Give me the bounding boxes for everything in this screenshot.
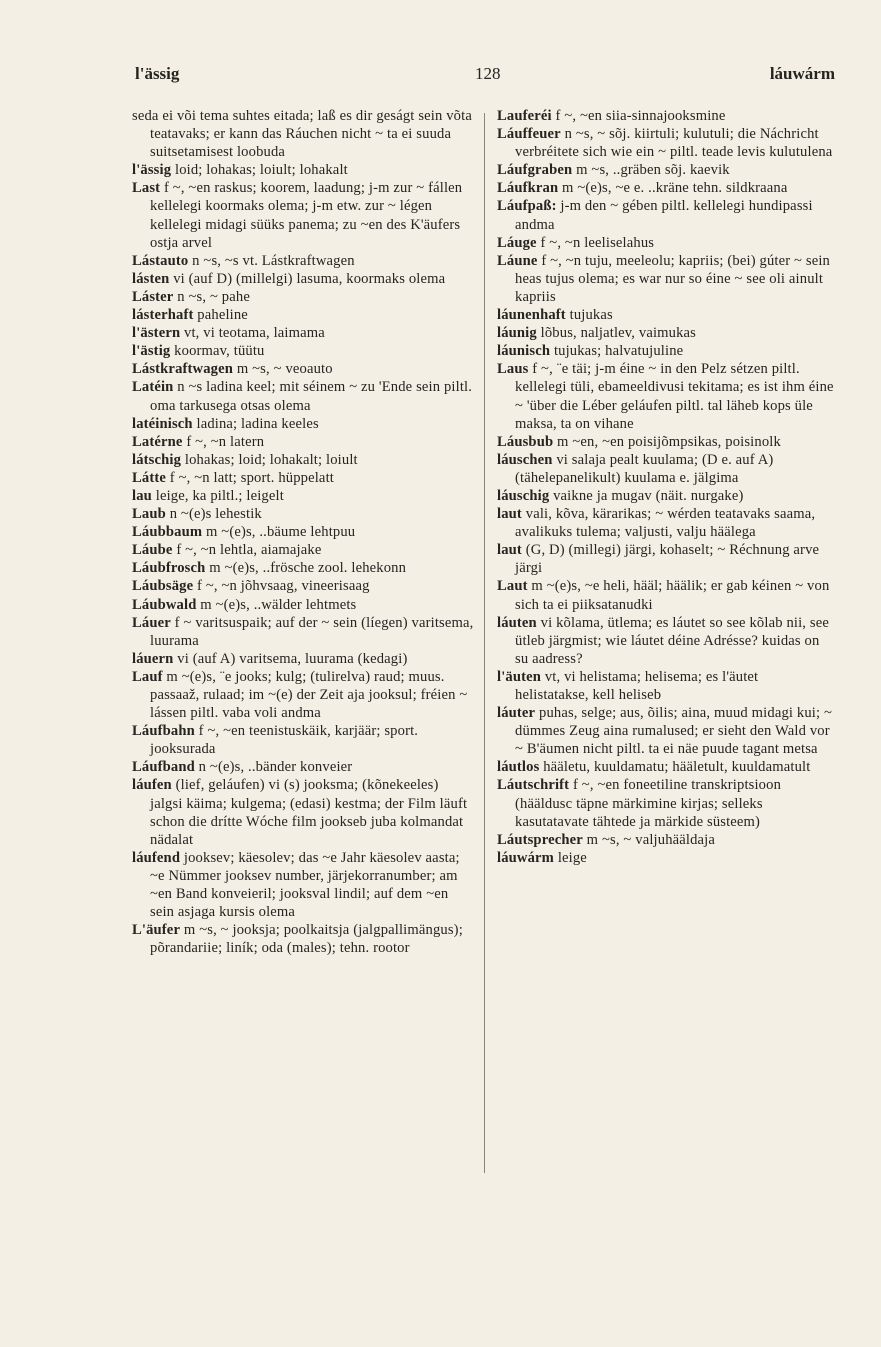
entry-definition: m ~(e)s, ¨e jooks; kulg; (tulirelva) raud; muus. passaaž, rulaad; im ~(e) der Zeit aja jooksul; fréien ~ lássen piltl. vaba voli andma	[150, 668, 468, 722]
entry-definition: m ~s, ~ veoauto	[236, 361, 333, 378]
entry-definition: tujukas; halvatujuline	[553, 343, 684, 360]
headword: látschig	[132, 451, 182, 468]
entry-definition: ladina; ladina keeles	[196, 415, 319, 432]
dictionary-entry	[132, 252, 474, 270]
headword: latéinisch	[132, 415, 193, 432]
dictionary-entry	[132, 415, 474, 433]
entry-definition: j-m den ~ gében piltl. kellelegi hundipassi andma	[515, 198, 813, 233]
entry-definition: koormav, tüütu	[174, 343, 265, 360]
entry-definition: vt, vi helistama; helisema; es l'äutet helistatakse, kell heliseb	[515, 668, 759, 703]
headword: lásten	[132, 270, 170, 287]
headword: l'ästig	[132, 343, 171, 360]
entry-definition: n ~s, ~s vt. Lástkraftwagen	[192, 252, 355, 269]
page-header	[135, 64, 835, 90]
dictionary-entry	[132, 776, 474, 848]
entry-definition: m ~s, ~ jooksja; poolkaitsja (jalgpallimängus); põrandariie; liník; oda (males); tehn. rootor	[150, 922, 463, 957]
dictionary-entry	[132, 179, 474, 251]
entry-definition: n ~(e)s lehestik	[169, 506, 262, 523]
entry-definition: vi kõlama, ütlema; es láutet so see kõlab nii, see ütleb järgmist; wie láutet déine Adrésse? kuidas on su aadress?	[515, 614, 829, 667]
entry-definition: paheline	[197, 307, 248, 324]
dictionary-entry	[132, 288, 474, 306]
headword: Lástauto	[132, 252, 189, 269]
headword: lásterhaft	[132, 307, 194, 324]
entry-definition: f ~, ~n latern	[186, 433, 265, 450]
headword: Láufgraben	[497, 162, 573, 179]
dictionary-entry	[497, 433, 835, 451]
dictionary-entry	[132, 487, 474, 505]
dictionary-entry	[132, 306, 474, 324]
headword: láuten	[497, 614, 537, 631]
headword: Lástkraftwagen	[132, 361, 234, 378]
headword: Láufkran	[497, 180, 559, 197]
headword: láunig	[497, 325, 537, 342]
entry-definition: vi salaja pealt kuulama; (D e. auf A) (tähelepanelikult) kuulama e. jälgima	[515, 451, 774, 486]
dictionary-entry	[132, 722, 474, 758]
dictionary-entry	[497, 451, 835, 487]
headword: Látte	[132, 469, 166, 486]
entry-definition: tujukas	[569, 307, 613, 324]
left-guide-word: l'ässig	[135, 64, 180, 83]
dictionary-entry	[497, 704, 835, 758]
headword: Lauf	[132, 668, 163, 685]
dictionary-entry	[132, 523, 474, 541]
headword: laut	[497, 506, 522, 523]
headword: Laub	[132, 506, 166, 523]
headword: láuschig	[497, 487, 550, 504]
dictionary-entry	[132, 433, 474, 451]
entry-definition: m ~(e)s, ..bäume lehtpuu	[205, 524, 356, 541]
entry-definition: (G, D) (millegi) järgi, kohaselt; ~ Réchnung arve järgi	[515, 542, 820, 577]
entry-definition: m ~(e)s, ..wälder lehtmets	[200, 596, 357, 613]
dictionary-entry	[497, 306, 835, 324]
headword: Láune	[497, 252, 538, 269]
headword: Láuer	[132, 614, 171, 631]
left-column	[132, 107, 474, 957]
headword: láuter	[497, 705, 536, 722]
entry-definition: f ~ varitsuspaik; auf der ~ sein (líegen) varitsema, luurama	[150, 614, 474, 649]
dictionary-entry	[497, 324, 835, 342]
dictionary-entry	[497, 614, 835, 668]
entry-definition: jooksev; käesolev; das ~e Jahr käesolev aasta; ~e Nümmer jooksev number, järjekorranumber; am ~en Band konveieril; jooksval lindil; auf dem ~en sein asjaga kursis olema	[150, 849, 460, 921]
entry-definition: seda ei või tema suhtes eitada; laß es dir geságt sein võta teatavaks; er kann das Ráuchen nicht ~ ta ei suuda suitsetamisest loobuda	[132, 108, 472, 161]
dictionary-entry	[497, 758, 835, 776]
entry-definition: leige	[557, 849, 587, 866]
dictionary-entry	[132, 614, 474, 650]
dictionary-entry	[497, 849, 835, 867]
headword: laut	[497, 542, 522, 559]
dictionary-entry	[497, 125, 835, 161]
entry-definition: puhas, selge; aus, õilis; aina, muud midagi kui; ~ dümmes Zeug aina rumalused; er sieht den Wald vor ~ B'äumen nicht piltl. ta ei näe puude tagant metsa	[515, 705, 833, 758]
entry-definition: f ~, ~en raskus; koorem, laadung; j-m zur ~ fállen kellelegi koormaks olema; j-m etw. zur ~ légen kellelegi midagi süüks panema; zu ~en des K'äufers ostja arvel	[150, 180, 463, 251]
dictionary-entry	[132, 758, 474, 776]
dictionary-entry	[132, 577, 474, 595]
dictionary-entry	[132, 849, 474, 921]
entry-definition: hääletu, kuuldamatu; hääletult, kuuldamatult	[543, 759, 811, 776]
headword: Láubwald	[132, 596, 197, 613]
entry-definition: f ~, ¨e täi; j-m éine ~ in den Pelz sétzen piltl. kellelegi tüli, ebameeldivusi tekitama; es ist ihm éine ~ 'über die Léber geláufen piltl. tal läheb kops üle maksa, ta on vihane	[515, 361, 834, 432]
entry-definition: f ~, ~en siia-sinnajooksmine	[555, 108, 726, 124]
headword: Láubsäge	[132, 578, 194, 595]
headword: láuwárm	[497, 849, 554, 866]
headword: Láube	[132, 542, 173, 559]
headword: Láubbaum	[132, 524, 203, 541]
dictionary-entry	[132, 469, 474, 487]
entry-definition: loid; lohakas; loiult; lohakalt	[174, 162, 348, 179]
entry-definition: leige, ka piltl.; leigelt	[155, 487, 284, 504]
dictionary-entry	[132, 107, 474, 161]
dictionary-entry	[132, 161, 474, 179]
headword: L'äufer	[132, 922, 181, 939]
entry-definition: lõbus, naljatlev, vaimukas	[540, 325, 697, 342]
entry-definition: f ~, ~n tuju, meeleolu; kapriis; (bei) gúter ~ sein heas tujus olema; es war nur so éine ~ see oli ainult kapriis	[515, 252, 830, 305]
entry-definition: m ~(e)s, ~e e. ..kräne tehn. sildkraana	[562, 180, 788, 197]
entry-definition: n ~s ladina keel; mit séinem ~ zu 'Ende sein piltl. oma tarkusega otsas olema	[150, 379, 473, 414]
headword: Laus	[497, 361, 529, 378]
dictionary-entry	[132, 505, 474, 523]
headword: Láuffeuer	[497, 126, 561, 143]
entry-definition: f ~, ~en teenistuskäik, karjäär; sport. jooksurada	[150, 723, 419, 758]
dictionary-entry	[132, 270, 474, 288]
headword: Láufpaß:	[497, 198, 557, 215]
dictionary-entry	[497, 342, 835, 360]
entry-definition: f ~, ~n leeliselahus	[540, 234, 655, 251]
dictionary-entry	[497, 234, 835, 252]
entry-definition: f ~, ~n jõhvsaag, vineerisaag	[197, 578, 370, 595]
dictionary-entry	[497, 577, 835, 613]
dictionary-entry	[132, 921, 474, 957]
headword: Latérne	[132, 433, 183, 450]
headword: l'äuten	[497, 668, 542, 685]
dictionary-entry	[497, 541, 835, 577]
entry-definition: n ~s, ~ sõj. kiirtuli; kulutuli; die Náchricht verbréitete sich wie ein ~ piltl. teade levis kulutulena	[515, 126, 833, 161]
headword: Last	[132, 180, 161, 197]
dictionary-entry	[132, 541, 474, 559]
dictionary-entry	[132, 451, 474, 469]
entry-definition: vaikne ja mugav (näit. nurgake)	[553, 487, 744, 504]
headword: Latéin	[132, 379, 174, 396]
right-guide-word: láuwárm	[769, 64, 835, 83]
dictionary-entry	[497, 179, 835, 197]
dictionary-entry	[132, 596, 474, 614]
headword: Laut	[497, 578, 528, 595]
headword: Láutschrift	[497, 777, 570, 794]
dictionary-entry	[497, 107, 835, 125]
headword: Láutsprecher	[497, 831, 583, 848]
headword: láunisch	[497, 343, 551, 360]
entry-definition: vt, vi teotama, laimama	[184, 325, 325, 342]
dictionary-entry	[497, 161, 835, 179]
headword: láutlos	[497, 759, 540, 776]
dictionary-entry	[497, 505, 835, 541]
headword: Láufbahn	[132, 723, 195, 740]
headword: lau	[132, 487, 152, 504]
dictionary-entry	[497, 668, 835, 704]
entry-definition: vi (auf A) varitsema, luurama (kedagi)	[177, 650, 408, 667]
dictionary-entry	[497, 252, 835, 306]
entry-definition: f ~, ~n latt; sport. hüppelatt	[169, 469, 334, 486]
headword: láufend	[132, 849, 181, 866]
column-divider	[484, 113, 485, 1173]
entry-definition: f ~, ~en foneetiline transkriptsioon (hääldusc täpne märkimine kirjas; selleks kasutatavate tähtede ja märkide süsteem)	[515, 777, 782, 830]
entry-definition: m ~s, ..gräben sõj. kaevik	[576, 162, 730, 179]
headword: Láusbub	[497, 433, 554, 450]
headword: l'ässig	[132, 162, 172, 179]
headword: láunenhaft	[497, 307, 566, 324]
dictionary-entry	[132, 650, 474, 668]
dictionary-entry	[132, 342, 474, 360]
entry-definition: m ~(e)s, ..frösche zool. lehekonn	[209, 560, 407, 577]
dictionary-entry	[497, 360, 835, 432]
headword: láuschen	[497, 451, 553, 468]
dictionary-entry	[497, 487, 835, 505]
dictionary-entry	[132, 360, 474, 378]
dictionary-entry	[497, 776, 835, 830]
entry-definition: m ~(e)s, ~e heli, hääl; häälik; er gab kéinen ~ von sich ta ei piiksatanudki	[515, 578, 830, 613]
entry-definition: lohakas; loid; lohakalt; loiult	[184, 451, 358, 468]
dictionary-entry	[132, 378, 474, 414]
headword: Láufband	[132, 759, 195, 776]
headword: l'ästern	[132, 325, 181, 342]
headword: Láubfrosch	[132, 560, 206, 577]
entry-definition: n ~s, ~ pahe	[177, 288, 250, 305]
entry-definition: m ~en, ~en poisijõmpsikas, poisinolk	[557, 433, 781, 450]
headword: Lauferéi	[497, 108, 552, 124]
headword: Láster	[132, 288, 174, 305]
headword: láuern	[132, 650, 174, 667]
dictionary-entry	[132, 559, 474, 577]
page-number: 128	[475, 64, 501, 83]
entry-definition: f ~, ~n lehtla, aiamajake	[176, 542, 322, 559]
entry-definition: m ~s, ~ valjuhääldaja	[586, 831, 716, 848]
headword: láufen	[132, 777, 172, 794]
dictionary-entry	[132, 324, 474, 342]
entry-definition: vali, kõva, kärarikas; ~ wérden teatavaks saama, avalikuks tulema; valjusti, valju häälega	[515, 506, 816, 541]
dictionary-entry	[497, 197, 835, 233]
right-column	[497, 107, 835, 867]
dictionary-entry	[132, 668, 474, 722]
entry-definition: n ~(e)s, ..bänder konveier	[198, 759, 353, 776]
headword: Láuge	[497, 234, 537, 251]
entry-definition: (lief, geláufen) vi (s) jooksma; (kõnekeeles) jalgsi käima; kulgema; (edasi) kestma; der Film läuft schon die drítte Wóche film jookseb juba kolmandat nädalat	[150, 777, 468, 848]
dictionary-entry	[497, 831, 835, 849]
entry-definition: vi (auf D) (millelgi) lasuma, koormaks olema	[173, 270, 446, 287]
